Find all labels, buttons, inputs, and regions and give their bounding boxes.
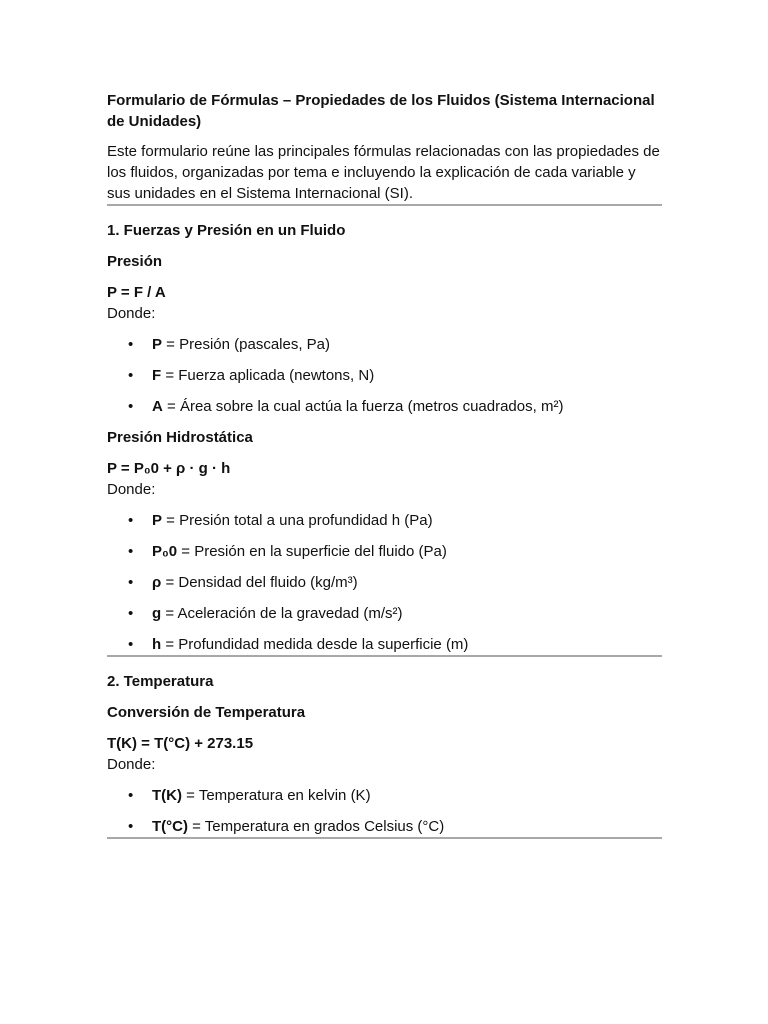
section-title: 2. Temperatura — [107, 673, 214, 690]
donde-label: Donde: — [107, 305, 156, 322]
donde-label: Donde: — [107, 756, 156, 773]
document-content — [107, 90, 662, 839]
list-item — [107, 365, 662, 386]
section-divider — [107, 655, 662, 657]
formula: P = F / A — [107, 284, 166, 301]
section-title: 1. Fuerzas y Presión en un Fluido — [107, 222, 346, 239]
variable-symbol: P₀0 — [152, 543, 178, 560]
variable-symbol: T(°C) — [152, 818, 188, 835]
bullet-icon: • — [128, 605, 134, 622]
variable-description: = Presión en la superficie del fluido (Pa) — [177, 543, 447, 560]
variable-description: = Fuerza aplicada (newtons, N) — [161, 367, 375, 384]
list-item — [107, 634, 662, 655]
variable-symbol: P — [152, 512, 163, 529]
section-divider — [107, 204, 662, 206]
list-item — [107, 785, 662, 806]
variable-description: = Área sobre la cual actúa la fuerza (metros cuadrados, m²) — [162, 398, 564, 415]
formula: T(K) = T(°C) + 273.15 — [107, 735, 254, 752]
variable-symbol: ρ — [152, 574, 162, 591]
subsection-title: Presión — [107, 253, 163, 270]
list-item — [107, 510, 662, 531]
bullet-icon: • — [128, 336, 134, 353]
variable-description: = Temperatura en grados Celsius (°C) — [187, 818, 445, 835]
variable-description: = Profundidad medida desde la superficie (m) — [161, 636, 469, 653]
variable-description: = Densidad del fluido (kg/m³) — [161, 574, 358, 591]
variable-list — [107, 334, 662, 417]
bullet-icon: • — [128, 512, 134, 529]
formula: P = P₀0 + ρ · g · h — [107, 460, 231, 477]
variable-symbol: T(K) — [152, 787, 182, 804]
document-title: Formulario de Fórmulas – Propiedades de los Fluidos (Sistema Internacional de Unidades) — [107, 92, 655, 130]
variable-description: = Temperatura en kelvin (K) — [182, 787, 371, 804]
variable-description: = Presión total a una profundidad h (Pa) — [162, 512, 433, 529]
list-item — [107, 816, 662, 837]
variable-description: = Presión (pascales, Pa) — [162, 336, 331, 353]
list-item — [107, 334, 662, 355]
bullet-icon: • — [128, 636, 134, 653]
donde-label: Donde: — [107, 481, 156, 498]
variable-list — [107, 785, 662, 837]
subsection-title: Presión Hidrostática — [107, 429, 253, 446]
bullet-icon: • — [128, 787, 134, 804]
bullet-icon: • — [128, 574, 134, 591]
variable-symbol: A — [152, 398, 163, 415]
variable-symbol: g — [152, 605, 162, 622]
list-item — [107, 603, 662, 624]
section-divider — [107, 837, 662, 839]
list-item — [107, 396, 662, 417]
variable-symbol: h — [152, 636, 162, 653]
variable-symbol: F — [152, 367, 162, 384]
subsection-title: Conversión de Temperatura — [107, 704, 306, 721]
list-item — [107, 541, 662, 562]
variable-description: = Aceleración de la gravedad (m/s²) — [161, 605, 403, 622]
variable-list — [107, 510, 662, 655]
document-intro: Este formulario reúne las principales fórmulas relacionadas con las propiedades de los fluidos, organizadas por tema e incluyendo la explicación de cada variable y sus unidades en el Sistema Internacional (SI). — [107, 143, 660, 202]
bullet-icon: • — [128, 818, 134, 835]
bullet-icon: • — [128, 367, 134, 384]
bullet-icon: • — [128, 543, 134, 560]
bullet-icon: • — [128, 398, 134, 415]
list-item — [107, 572, 662, 593]
variable-symbol: P — [152, 336, 163, 353]
